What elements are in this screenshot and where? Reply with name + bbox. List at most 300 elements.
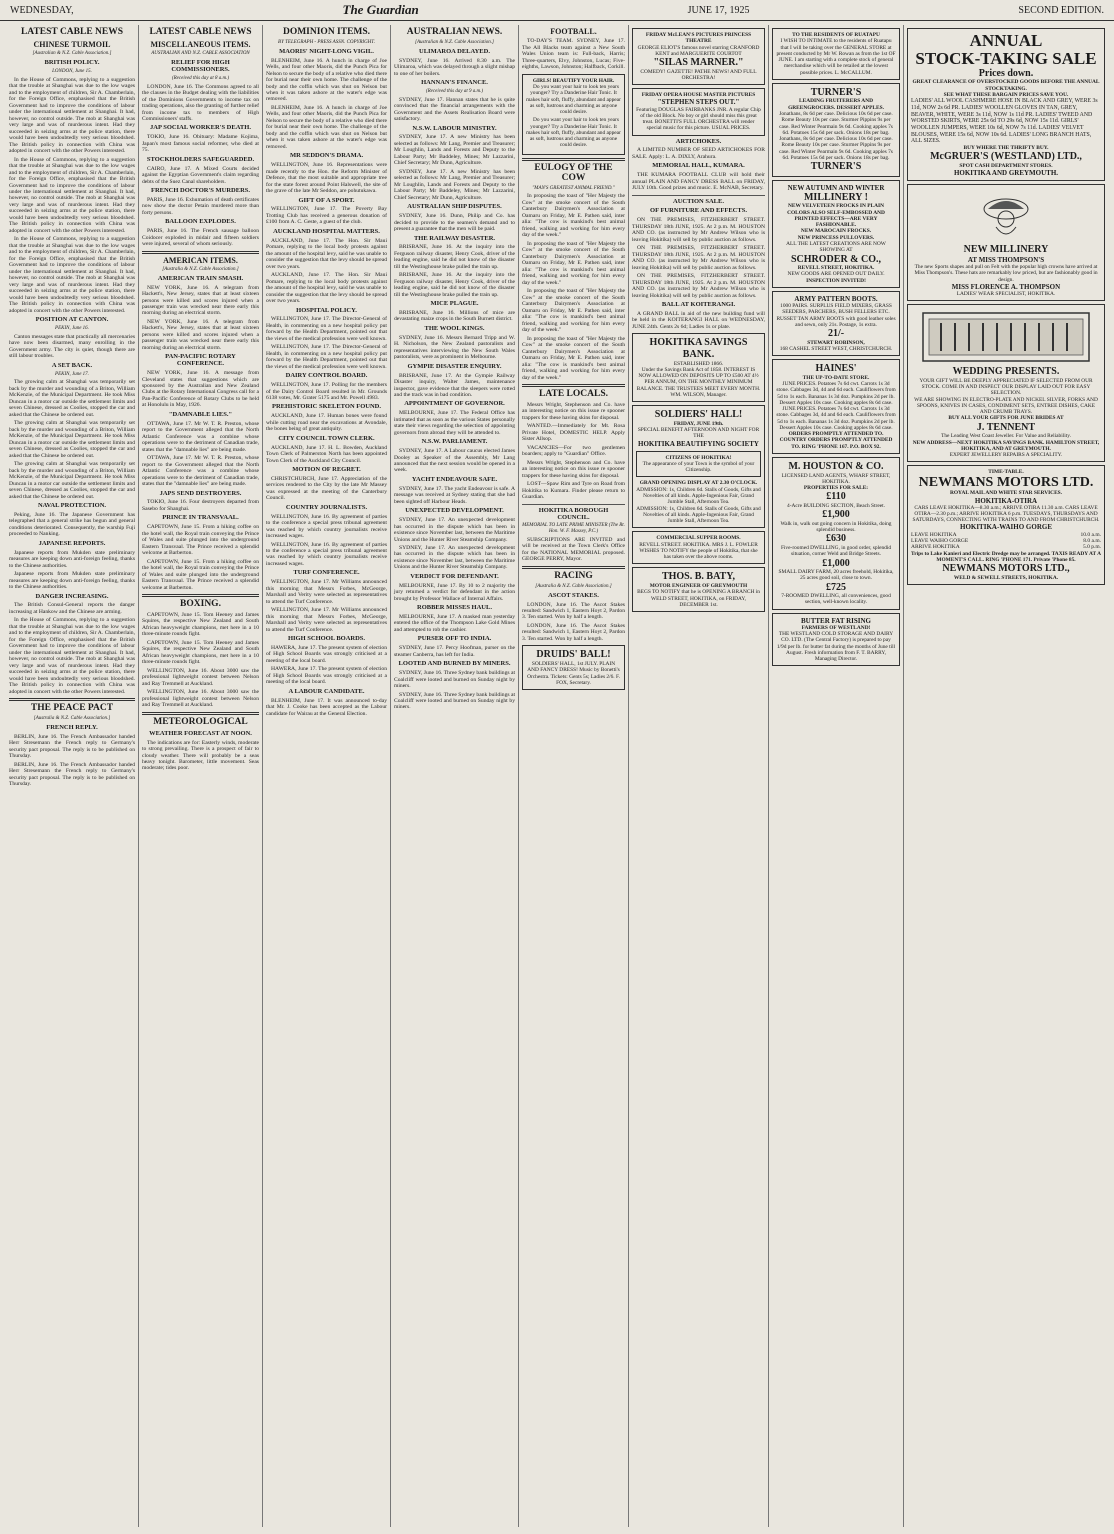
col2-boxing-text2-cont: WELLINGTON, June 16. About 3000 saw the professional lightweight contest between Nelson and Ray Tremmell at Auckland. [142, 689, 259, 709]
column-8 [904, 25, 1108, 1527]
col4-verdict-text: MELBOURNE, June 17. By 10 to 2 majority the jury returned a verdict for defendant in the action brought by Professor Wallace of Internal Affairs. [394, 582, 515, 602]
col3-labour-text: BLENHEIM, June 17. It was announced to-day that Mr. J. Cooke has been accepted as the Labour candidate for Wairau at the General Election. [266, 697, 387, 717]
col7-boots-head: ARMY PATTERN BOOTS. [794, 294, 878, 303]
col4-ship-text: SYDNEY, June 16. Dunn, Philip and Co. has decided to provide to the seamen's demand and to present a guarantee that the men will be paid. [394, 213, 515, 233]
col7-turner-foot: TURNER'S [810, 161, 862, 173]
col1-divider [9, 698, 135, 701]
col6-ball-head: BALL AT KOITERANGI. [661, 301, 736, 309]
col4-hannan-received: (Received this day at 9 a.m.) [425, 88, 484, 94]
col7-price4: £1,000 [822, 557, 850, 569]
col1-story6-text: The British Consul-General reports the danger increasing at Hankow and the Chinese are arming. [9, 602, 135, 615]
col8-wedding-text2: WE ARE SHOWING IN ELECTRO-PLATE AND NICKEL SILVER, FORKS AND SPOONS, KNIVES IN CASES, CONDIMENT SETS, ENTREE DISHES, CAKE AND CRUMB TRAYS. [914, 396, 1098, 416]
col5-divider-1 [522, 158, 625, 161]
col7-price3: £630 [826, 533, 846, 545]
col5-divider-3 [522, 504, 625, 505]
col8-gorge-row3-label: ARRIVE HOKITIKA [911, 544, 960, 551]
col8-stocktaking-ad [907, 28, 1105, 181]
col3-turf-head: TURF CONFERENCE. [293, 569, 360, 577]
col5-council-head: HOKITIKA BOROUGH COUNCIL. [538, 506, 609, 521]
col1-story5-text: Japanese reports from Mukden state preliminary measures are keeping down anti-foreign feeling, thanks to the Chinese authorities. [9, 549, 135, 569]
col1-story3-text: The growing calm at Shanghai was temporarily set back by the murder and wounding of a Briton, William McKenzie, of the Municipal Department. He took Miss Duncan in a motor car outside the settlement limits and seven Chinese, dressed as Coolies, stopped the car and asked that the Chinese be ordered out. [9, 379, 135, 418]
col7-haines-head: HAINES' [815, 363, 857, 375]
col5-racing-sub: ASCOT STAKES. [548, 591, 599, 599]
col2-destroyers-head: JAPS SEND DESTROYERS. [159, 489, 242, 497]
col6-pictures-sub: GEORGE ELIOT'S famous novel starring CRANFORD KENT and MARGUERITE COURTOT [637, 44, 760, 57]
col4-plague-head: MICE PLAGUE. [430, 300, 479, 308]
col1-heading: LATEST CABLE NEWS [20, 27, 124, 37]
col3-country-head: COUNTRY JOURNALISTS. [285, 503, 368, 511]
col7-price2: £1,900 [822, 509, 850, 521]
col3-hospital-text: AUCKLAND, June 17. The Hon. Sir Maui Pomare, replying to the local body protests against the amount of the hospital levy, said he was unable to consider the suggestion that the levy should be spread over two years. [266, 237, 387, 270]
col5-locals-text: Messrs Wright, Stephenson and Co. have an interesting notice on this issue re spooner trappers for these having skins for disposal. [522, 402, 625, 421]
col4-ulimaroa-text: SYDNEY, June 16. Arrived 8.30 a.m. The Ulimaroa, which was delayed through a slight mishap to one of her boilers. [394, 57, 515, 77]
col7-houston-head: M. HOUSTON & CO. [788, 461, 884, 472]
col5-divider-2 [522, 384, 625, 387]
col8-tennent-foot: EXPERT JEWELLERY REPAIRS A SPECIALITY. [949, 452, 1063, 459]
col7-buatapu-head: TO THE RESIDENTS OF RUATAPU [792, 32, 880, 38]
col5-druids-text: SOLDIERS' HALL, 1st JULY. PLAIN AND FANCY DRESS! Music by Bonetti's Orchestra. Tickets: Gents 5s; Ladies 2/6. F. FOX, Secretary. [527, 661, 620, 686]
col3-spirit-text: WELLINGTON, June 17. The Poverty Bay Trotting Club has received a generous donation of £100 from A. C. Geste, a guest of the club. [266, 206, 387, 226]
col5-racing-text-cont: LONDON, June 16. The Ascot Stakes resulted: Sandwich 1, Eastern Hoyt 2, Pardon 3. Ten started. Won by half a length. [522, 622, 625, 642]
col2-relief-head: RELIEF FOR HIGH COMMISSIONERS. [171, 59, 230, 73]
col2-jap-text: TOKIO, June 16. Obituary: Madame Kojima, Japan's most famous social reformer, who died at 75. [142, 134, 259, 154]
col6-bank-text: Under the Savings Bank Act of 1858. INTEREST IS NOW ALLOWED ON DEPOSITS UP TO £500 AT 4½ PER ANNUM, ON THE MONTHLY MINIMUM BALANCE. THE TRUSTEES MEET EVERY MONTH. WM. WILSON, Manager. [636, 366, 761, 398]
masthead-day: WEDNESDAY, [10, 4, 74, 16]
col5-divider-4 [522, 566, 625, 569]
col2-boxing-text2: WELLINGTON, June 16. About 3000 saw the professional lightweight contest between Nelson and Ray Tremmell at Auckland. [142, 667, 259, 687]
col3-assoc: BY TELEGRAPH - PRESS ASSN. COPYRIGHT. [278, 39, 375, 45]
col3-turf-text-cont: WELLINGTON, June 17. Mr Williams announced this morning that Messrs Forbes, McGeorge, Marshall and Verity were selected as representatives to attend the Turf Conference. [266, 607, 387, 633]
col1-pact-sub: FRENCH REPLY. [46, 723, 98, 731]
col6-supper-text: REVELL STREET. HOKITIKA. MRS J. L. FOWLER WISHES TO NOTIFY the people of Hokitika, that she has taken over the above rooms. [639, 541, 758, 561]
col6-artichokes-head: ARTICHOKES. [675, 137, 722, 145]
col2-met-head: METEOROLOGICAL [153, 716, 248, 727]
col3-maoris-text-cont: BLENHEIM, June 16. A hunch in charge of Joe Wells, and four other Maoris, did the Punch Pica for Nelson to secure the body of a relative who died there for burial near their own home. The challenge of the body and the coffin which was shut on Nelson but when it was taken ashore at the water's edge was removed. [266, 104, 387, 150]
col3-city-text: AUCKLAND, June 17. H. L. Bowden, Auckland Town Clerk of Palmerston North has been appointed Town Clerk of the Auckland City Council. [266, 444, 387, 464]
col4-gympie-head: GYMPIE DISASTER ENQUIRY. [407, 362, 502, 370]
column-2 [139, 25, 263, 1527]
col2-relief-text: LONDON, June 16. The Commons agreed to all the clauses in the Budget dealing with the liabilities of the Dominions Governments to income tax on trading operations, also the granting of further relief from income tax to members of High Commissioners' staffs. [142, 83, 259, 122]
col1-story3-text-cont2: The growing calm at Shanghai was temporarily set back by the murder and wounding of a Briton, William McKenzie, of the Municipal Department. He took Miss Duncan in a motor car outside the settlement limits and seven Chinese, dressed as Coolies, stopped the car and asked that the Chinese be ordered out. [9, 461, 135, 500]
col1-story1-text: In the House of Commons, replying to a suggestion that the trouble at Shanghai was due to the low wages and to the employment of children, Sir A. Chamberlain, for the Foreign Office, emphasised that the British Government had to improve the conditions of labour under the international settlement at Shanghai. It had, however, no control outside. The mob at Shanghai was very large and was of murderous intent. Had they succeeded in seizing arms at the police station, there would have been undoubtedly very serious bloodshed. The British policy in connection with China was adopted in concert with the other Powers interested. [9, 76, 135, 155]
col2-train-text: NEW YORK, June 16. A telegram from Hackett's, New Jersey, states that at least sixteen persons were killed and scores injured when a passenger train was wrecked near there early this morning during an electrical storm. [142, 284, 259, 317]
col4-parl-text: SYDNEY, June 17. A Labour caucus elected James Dooley as Speaker of the Assembly, Mr Lang announced that the next session would be opened in a week. [394, 448, 515, 474]
col3-policy-text: WELLINGTON, June 17. The Director-General of Health, in commenting on a new hospital policy put forward by the Health Department, pointed out that the views of the medical profession were well known. [266, 316, 387, 342]
col5-eulogy-sub: "MAN'S GREATEST ANIMAL FRIEND." [532, 185, 615, 191]
col2-divider-3 [142, 712, 259, 715]
col5-council-sub: MEMORIAL TO LATE PRIME MINISTER (The Rt. Hon. W. F. Massey, P.C.) [522, 523, 625, 535]
col7-butter-text: THE WESTLAND COLD STORAGE AND DAIRY CO. LTD. (The Central Factory) is prepared to pay 1/9d per lb. for butter fat during the months of June till August. Fresh information from F. T. BARRY, Managing Director. [776, 631, 896, 663]
column-7 [769, 25, 904, 1527]
col4-develop-head: UNEXPECTED DEVELOPMENT. [405, 507, 504, 515]
col3-policy-head: HOSPITAL POLICY. [296, 306, 357, 314]
col2-french-head: FRENCH DOCTOR'S MURDERS. [150, 187, 250, 195]
col3-boards-text-cont: HAWERA, June 17. The present system of election of High School Boards was strongly criticised at a meeting of the local board. [266, 666, 387, 686]
col1-pact-head: THE PEACE PACT [30, 703, 114, 714]
col6-baty-sub: MOTOR ENGINEER OF GREYMOUTH [649, 582, 748, 589]
col7-inspection: INSPECTION INVITED! [806, 277, 866, 284]
col3-hospital-text-cont: AUCKLAND, June 17. The Hon. Sir Maui Pomare, replying to the local body protests against the amount of the hospital levy, said he was unable to consider the suggestion that the levy should be spread over two years. [266, 272, 387, 305]
col3-skeleton-text: AUCKLAND, June 17. Human bones were found while cutting road near the excavations at Avondale, the bones being of great antiquity. [266, 413, 387, 433]
col2-pan-text: NEW YORK, June 16. A message from Cleveland states that suggestions which are sponsored by the Australian and New Zealand Clubs at the Rotary International Congress call for a Pan-Pacific Conference of Rotary Clubs to be held at Honolulu in May, 1926. [142, 370, 259, 409]
col4-heading: AUSTRALIAN NEWS. [406, 27, 503, 37]
col6-citizens: CITIZENS OF HOKITIKA! [665, 454, 732, 461]
col6-silas: "SILAS MARNER." [653, 57, 744, 69]
col5-druids-head: DRUIDS' BALL! [536, 649, 611, 661]
col8-wedding-ad [907, 304, 1105, 462]
col1-subheading: CHINESE TURMOIL [33, 39, 111, 49]
col7-butter-ad [772, 613, 900, 667]
col7-butter-sub: FARMERS OF WESTLAND! [801, 624, 871, 631]
col5-eulogy-text-cont2: In proposing the toast of "Her Majesty the Cow" at the smoke concert of the South Canterbury Dairymen's Association at Oamaru on Friday, Mr E. Pathen said, inter alia: "The cow is mankind's best animal friend, walking and working for him every day of the week." [522, 288, 625, 334]
col7-turner-head: TURNER'S [810, 86, 862, 98]
col3-country-text: WELLINGTON, June 16. By agreement of parties to the conference a special press tribunal agreement was reached by which country journalists receive increased wages. [266, 513, 387, 540]
cutlery-set-icon [921, 311, 1091, 363]
col6-soldiers-date: FRIDAY, JUNE 19th. [673, 420, 724, 427]
col2-met-sub: WEATHER FORECAST AT NOON. [149, 729, 252, 737]
col3-motion-head: MOTION OF REGRET. [292, 466, 361, 473]
col4-yacht-text: SYDNEY, June 17. The yacht Endeavour is safe. A message was received at Sydney stating that she had been sighted off Harbour Heads. [394, 485, 515, 505]
col7-boots-price: 21/- [827, 328, 845, 340]
col6-beautify-head: HOKITIKA BEAUTIFYING SOCIETY [638, 439, 759, 448]
col4-parl-head: N.S.W. PARLIAMENT. [421, 438, 488, 446]
col3-spirit-head: GIFT OF A SPORT. [298, 196, 355, 204]
col2-boxing-text-cont: CAPETOWN, June 15. Tom Heeney and James Squires, the respective New Zealand and South African heavyweight champions, met here in a 10 three-minute rounds fight. [142, 639, 259, 666]
col8-timetable: TIME-TABLE. [988, 469, 1024, 476]
col7-robinson: STEWART ROBINSON, [807, 339, 865, 346]
col3-seddon-head: MR SEDDON'S DRAMA. [289, 152, 364, 160]
col4-robbed-text: MELBOURNE, June 17. A masked man yesterday entered the office of the Thompson Lake Gold Mines and attempted to rob the cashier. [394, 614, 515, 633]
col5-racing-head: RACING [554, 570, 593, 581]
col2-prince-head: PRINCE IN TRANSVAAL. [162, 514, 239, 522]
col5-vacancies-text: VACANCIES—For two gentlemen boarders; apply to "Guardian" Office. [522, 444, 625, 458]
col2-boxing-text: CAPETOWN, June 15. Tom Heeney and James Squires, the respective New Zealand and South African heavyweight champions, met here in a 10 three-minute rounds fight. [142, 611, 259, 638]
col6-auction-head: AUCTION SALE. [673, 197, 724, 205]
col4-plague-text: BRISBANE, June 16. Millions of mice are devastating maize crops in the South Burnett district. [394, 310, 515, 323]
col7-price1: £110 [826, 491, 846, 503]
col2-heading: LATEST CABLE NEWS [149, 27, 252, 37]
col7-prop-head: PROPERTIES FOR SALE: [803, 485, 869, 492]
column-6 [629, 25, 769, 1527]
col8-millinery-text: The new Sports shapes and pull on Felt with the popular high crowns have arrived at Miss Thompson's. These hats are remarkably low priced, but are fashionably good in design. [914, 264, 1098, 283]
col8-foot-addr: WELD & SEWELL STREETS, HOKITIKA. [953, 574, 1059, 581]
col8-list: LADIES' ALL WOOL CASHMERE HOSE IN BLACK AND GREY, WERE 3s 11d, NOW 2s 6d PR. LADIES' WOOLLEN GLOVES IN TAN, GREY, BEAVER, WHITE, WERE 3s 11d, NOW 1s 11d PR. LADIES' TWEED AND WORSTED SKIRTS, WERE 25s 6d TO 29s 6d, NOW 15s 11d. GIRLS' WOOLLEN JUMPERS, WERE 10s 6d, NOW 7s 11d. LADIES' VELVET BLOUSES, WERE 15s 6d, NOW 10s 6d. LADIES' LONG BRANCH HATS, ALL SIZES. [911, 98, 1098, 145]
col4-wool-head: THE WOOL KINGS. [424, 324, 485, 332]
col8-tennent-addr: NEW ADDRESS—NEXT HOKITIKA SAVINGS BANK. HAMILTON STREET, HOKITIKA, AND AT GREYMOUTH. [912, 439, 1100, 452]
col7-price5-text: 7-ROOMED DWELLING, all conveniences, good section, well-known locality. [781, 593, 891, 606]
col7-price2-text: Walk in, walk out going concern in Hokitika, doing splendid business. [780, 520, 892, 534]
col7-turner-text: Jonathans, 8s 6d per case. Delicious 10s 6d per case. Rome Beauty 10s per case. Sturmer Pippins 9s per case. Red Winter Pearmain 9s 6d. Cooking apples 7s 6d. Potatoes 15s 6d per sack. Onions 18s per bag. [779, 110, 893, 136]
col2-assoc: AUSTRALIAN AND N.Z. CABLE ASSOCIATION [151, 51, 250, 57]
col6-citizens-box [636, 451, 761, 478]
col6-opera-top: FRIDAY OPERA HOUSE MASTER PICTURES [641, 92, 756, 99]
col6-pictures-top: FRIDAY McLEAN'S PICTURES PRINCESS THEATRE [645, 32, 752, 45]
col8-timetable-ad [907, 465, 1105, 585]
col7-schroder-addr: REVELL STREET, HOKITIKA. [797, 265, 875, 272]
col6-baty-text: BEGS TO NOTIFY that he is OPENING A BRANCH in WELD STREET, HOKITIKA, on FRIDAY, DECEMBER 1st. [637, 589, 760, 608]
col5-racing-text: LONDON, June 16. The Ascot Stakes resulted: Sandwich 1, Eastern Hoyt 2, Pardon 3. Ten started. Won by half a length. [522, 601, 625, 621]
col6-bank-ad [632, 333, 765, 402]
col6-steps-text: Featuring DOUGLAS FAIRBANKS JNR. A regular Chip of the old Block. No boy or girl should miss this great treat. BONETTI'S FULL ORCHESTRA will render special music for this picture. USUAL PRICES. [636, 106, 761, 132]
col7-robinson-addr: 168 CASHEL STREET WEST, CHRISTCHURCH. [779, 345, 893, 352]
col7-haines-foot: ORDERS PROMPTLY ATTENDED TO. COUNTRY ORDERS PROMPTLY ATTENDED TO. RING 'PHONE 167. P.O. BOX 92. [779, 431, 893, 450]
col5-football-text: TO-DAY'S TEAM. SYDNEY, June 17. The All Blacks team against a New South Wales Union team is: Full-back, Harris; Three-quarters, Elvy, Johnston, Lucas; Five-eighths, Lawson, Johnston; Halfback, Corkill. [522, 38, 625, 71]
col5-football-head: FOOTBALL. [550, 27, 597, 36]
col3-motion-text: CHRISTCHURCH, June 17. Appreciation of the services rendered to the City by the late Mr Massey was expressed at the meeting of the Canterbury Council. [266, 475, 387, 502]
col4-verdict-head: VERDICT FOR DEFENDANT. [410, 572, 499, 580]
col6-grand-open: GRAND OPENING DISPLAY AT 2.30 O'CLOCK. [639, 480, 758, 487]
col6-grand-text: ADMISSION: 1s, Children 6d. Stalls of Goods, Gifts and Novelties of all kinds. Apple-Ingenious Fair, Grand Jumble Stall, Afternoon Tea. [636, 486, 761, 506]
col7-turner-text-cont: Jonathans, 8s 6d per case. Delicious 10s 6d per case. Rome Beauty 10s per case. Sturmer Pippins 9s per case. Red Winter Pearmain 9s 6d. Cooking apples 7s 6d. Potatoes 15s 6d per sack. Onions 18s per bag. [779, 136, 893, 161]
col5-hair-ad [522, 74, 625, 155]
col7-schroder-goods: NEW GOODS ARE OPENED OUT DAILY. [787, 271, 885, 278]
col2-french-text: PARIS, June 16. Exhumation of death certificates now show the doctor Petain murdered more than forty persons. [142, 196, 259, 216]
col2-american-head: AMERICAN ITEMS. [163, 255, 238, 265]
col4-assoc: [Australian & N.Z. Cable Association.] [415, 39, 494, 45]
col6-divider-1 [632, 195, 765, 196]
col1-story2-dateline: PEKIN, June 16. [55, 326, 89, 332]
col8-millinery-sub: AT MISS THOMPSON'S [967, 255, 1045, 264]
col7-turner-ad [772, 83, 900, 177]
col8-gorge-row2-label: LEAVE WAIHO GORGE [911, 537, 969, 544]
col4-yacht-head: YACHT ENDEAVOUR SAFE. [411, 475, 498, 483]
masthead-edition: SECOND EDITION. [1018, 4, 1104, 16]
col2-prince-text-cont: CAPETOWN, June 15. From a hiking coffee on the hotel wall, the Royal train conveying the Prince of Wales and suite plunged into the underground Eastern Transvaal. The Prince received a splendid welcome at Barberton. [142, 558, 259, 591]
col8-newmans-sub: ROYAL MAIL AND WHITE STAR SERVICES. [949, 490, 1063, 497]
col4-governor-head: APPOINTMENT OF GOVERNOR. [404, 400, 505, 408]
col8-annual: ANNUAL [969, 31, 1043, 50]
col3-boards-text: HAWERA, June 17. The present system of election of High School Boards was strongly criticised at a meeting of the local board. [266, 644, 387, 664]
col6-supper-head: COMMERCIAL SUPPER ROOMS. [656, 535, 741, 542]
col2-balloon-text: PARIS, June 16. The French sausage balloon Coidocer exploded in midair and fifteen soldiers were injured, several of whom seriously. [142, 228, 259, 248]
col2-jap-head: JAP SOCIAL WORKER'S DEATH. [150, 124, 251, 132]
col6-steps: "STEPHEN STEPS OUT." [657, 98, 740, 107]
col1-story1-head: BRITISH POLICY. [44, 59, 100, 67]
col5-wanted-text: WANTED.—Immediately for Mt. Rosa Private Hotel, DOMESTIC HELP. Apply Sister Allsop. [522, 423, 625, 443]
col7-schroder-text: ALL THE LATEST CREATIONS ARE NOW SHOWING AT [786, 241, 886, 254]
col3-labour-head: A LABOUR CANDIDATE. [288, 687, 365, 695]
col7-price1-text: 4-Acre BUILDING SECTION, Beach Street. [787, 502, 885, 509]
col3-policy-text-cont: WELLINGTON, June 17. The Director-General of Health, in commenting on a new hospital policy put forward by the Health Department, pointed out that the views of the medical profession were well known. [266, 344, 387, 370]
column-5 [519, 25, 629, 1527]
col7-turner-sub: LEADING FRUITERERS AND GREENGROCERS. DESSERT APPLES. [788, 98, 884, 111]
col4-purse-text: SYDNEY, June 17. Percy Hoofman, purser on the steamer Canberra, has left for India. [394, 645, 515, 658]
col5-council-text: SUBSCRIPTIONS ARE INVITED and will be received at the Town Clerk's Office for the NATIONAL MEMORIAL proposed. GEORGE PERRY, Mayor. [522, 537, 625, 563]
col4-hannan-text: SYDNEY, June 17. Hannan states that he is quite convinced that the financial arrangements with the Government and the Assets Realisation Board were satisfactory. [394, 96, 515, 123]
col5-eulogy-head: EULOGY OF THE COW [534, 162, 613, 183]
col4-ship-head: AUSTRALIAN SHIP DISPUTES. [407, 203, 502, 211]
col8-stock: STOCK-TAKING SALE [915, 48, 1097, 68]
col6-artichokes-text: A LIMITED NUMBER OF SEED ARTICHOKES FOR SALE. Apply: L. A. DIXLY, Arahura. [632, 147, 765, 160]
col3-city-head: CITY COUNCIL TOWN CLERK. [278, 434, 375, 442]
col8-see: SEE WHAT THESE BARGAIN PRICES SAVE YOU. [943, 91, 1069, 98]
col7-buatapu-ad [772, 28, 900, 80]
col8-millinery-head: NEW MILLINERY [963, 244, 1049, 256]
masthead [0, 0, 1114, 21]
col8-mcgruer: McGRUER'S (WESTLAND) LTD., [930, 151, 1082, 163]
col2-train-text-cont: NEW YORK, June 16. A telegram from Hackett's, New Jersey, states that at least sixteen persons were killed and scores injured when a passenger train was wrecked near there early this morning during an electrical storm. [142, 318, 259, 351]
masthead-paper-name: The Guardian [342, 2, 419, 17]
col2-stock-head: STOCKHOLDERS SAFEGUARDED. [146, 155, 255, 163]
col4-ministry-head: N.S.W. LABOUR MINISTRY. [412, 124, 497, 132]
col8-gorge-row2-time: 8.0 a.m. [1083, 537, 1101, 544]
col7-houston-sub: LICENSED LAND AGENTS, WHARF STREET, HOKITIKA. [781, 472, 891, 485]
hat-lady-icon [976, 191, 1036, 241]
col7-price3-text: Five-roomed DWELLING, in good order, splendid situation, corner Weld and Bridge Streets. [780, 544, 892, 558]
col7-houston-ad [772, 457, 900, 610]
col2-met-text: The indications are for: Easterly winds, moderate to strong prevailing. There is a prospect of fair to cloudy weather. There will probably be a seas heavy tonight. Barometer, little movement. Seas moderate; tides poor. [142, 739, 259, 772]
col4-rail-text: BRISBANE, June 16. At the inquiry into the Ferguson railway disaster, Henry Cook, driver of the leading engine, said he did not know of the disaster till the Westinghouse brake pulled the train up. [394, 244, 515, 270]
col7-haines-ad [772, 359, 900, 454]
col1-story2-head: POSITION AT CANTON. [35, 316, 109, 324]
col1-story3-dateline: PEKIN, June 17. [55, 371, 89, 377]
col8-mcgruer-town: HOKITIKA AND GREYMOUTH. [953, 169, 1059, 178]
col5-locals-text-cont: Messrs Wright, Stephenson and Co. have an interesting notice on this issue re spooner trappers for these having skins for disposal. [522, 459, 625, 479]
col6-baty-head: THOS. B. BATY, [661, 571, 736, 583]
col3-turf-text: WELLINGTON, June 17. Mr Williams announced this morning that Messrs Forbes, McGeorge, Marshall and Verity were selected as representatives to attend the Turf Conference. [266, 579, 387, 605]
col8-thrifty: BUY WHERE THE THRIFTY BUY. [963, 145, 1049, 152]
col3-skeleton-head: PREHISTORIC SKELETON FOUND. [271, 403, 382, 411]
col8-otira-text: CARS LEAVE HOKITIKA—8.30 a.m.; ARRIVE OTIRA 11.30 a.m. CARS LEAVE OTIRA—2.30 p.m.; ARRIVE HOKITIKA 6 p.m. TUESDAYS, THURSDAYS AND SATURDAYS, CONNECTING WITH TRAINS TO AND FROM CHRISTCHURCH. [912, 504, 1100, 524]
col2-destroyers-text: TOKIO, June 16. Four destroyers departed from Sasebo for Shanghai. [142, 499, 259, 512]
col7-price4-text: SMALL DAIRY FARM, 20 acres freehold, Hokitika, 25 acres good soil, close to town. [778, 569, 894, 582]
col1-story1-dateline: LONDON, June 15. [52, 68, 92, 74]
col2-divider-2 [142, 594, 259, 597]
col6-opera-ad [632, 88, 765, 135]
col4-ministry-text-cont: SYDNEY, June 17. A new Ministry has been selected as follows: Mr Lang, Premier and Treasurer; Mr Loughlin, Lands and Forests and Deputy to the Labour Party; Mr Baddeley, Mines; Mr Lazzarini, Chief Secretary; Mr Dunn, Agriculture. [394, 168, 515, 201]
col7-boots-text: 1000 PAIRS. SURPLUS FIELD MIXERS, GRASS SEEDERS, PARCHERS, BUSH FELLERS ETC. RUSSET TAN ARMY BOOTS with good leather soles and sewn, only 21s. Postage, 1s extra. [776, 303, 896, 328]
col3-dairy-head: DAIRY CONTROL BOARD. [285, 372, 368, 380]
col2-damnable-head: "DAMNABLE LIES." [168, 410, 233, 418]
col7-butter-head: BUTTER FAT RISING [800, 616, 872, 625]
col7-schroder-head: SCHRODER & CO., [790, 253, 881, 265]
col6-baty-ad [632, 567, 765, 612]
col5-eulogy-text-cont3: In proposing the toast of "Her Majesty the Cow" at the smoke concert of the South Canterbury Dairymen's Association at Oamaru on Friday, Mr E. Pathen said, inter alia: "The cow is mankind's best animal friend, walking and working for him every day of the week." [522, 335, 625, 381]
col2-boxing-head: BOXING. [180, 599, 221, 610]
col3-maoris-head: MAORIS' NIGHT-LONG VIGIL. [279, 47, 374, 55]
col4-purse-head: PURSER OFF TO INDIA. [417, 635, 492, 643]
col1-story2-text: Canton messages state that practically all mercenaries have now been disarmed, many enrolling in the Government army. The city is quiet, though there are still labour troubles. [9, 333, 135, 360]
columns [0, 21, 1114, 1527]
col8-millinery-ad [907, 184, 1105, 301]
col8-gorge-row3-time: 5.0 p.m. [1082, 544, 1101, 551]
col7-buatapu-text: I WISH TO INTIMATE to the residents of Ruatapu that I will be taking over the GENERAL STORE at present conducted by Mr W. Rowan as from the 1st OF JUNE. I am starting with a complete stock of general merchandise which will be retailed at the lowest possible prices. L. McCALLUM. [776, 38, 896, 76]
col5-eulogy-text: In proposing the toast of "Her Majesty the Cow" at the smoke concert of the South Canterbury Dairymen's Association at Oamaru on Friday, Mr E. Pathen said, inter alia: "The cow is mankind's best animal friend, walking and working for him every day of the week." [522, 193, 625, 239]
col3-maoris-text: BLENHEIM, June 16. A hunch in charge of Joe Wells, and four other Maoris, did the Punch Pica for Nelson to secure the body of a relative who died there for burial near their own home. The challenge of the body and the coffin which was shut on Nelson but when it was taken ashore at the water's edge was removed. [266, 57, 387, 103]
col1-pact-text-cont: BERLIN, June 16. The French Ambassador handed Herr Stresemann the French reply to Germany's security pact proposal. The reply is to be published on Thursday. [9, 761, 135, 788]
col8-newmans: NEWMANS MOTORS LTD. [918, 474, 1094, 490]
col6-kumara-text: THE KUMARA FOOTBALL CLUB will hold their annual PLAIN AND FANCY DRESS BALL on FRIDAY, JULY 10th. Good prizes and music. E. McNAB, Secretary. [632, 172, 765, 192]
col8-tennent: J. TENNENT [976, 421, 1036, 433]
col7-autumn-text: NEW VELVETEEN FROCKS IN PLAIN COLORS ALSO SELF-EMBOSSED AND PRINTED EFFECTS—ARE VERY FASHIONABLE. [787, 203, 885, 229]
col6-soldiers-text: SPECIAL BENEFIT AFTERNOON AND NIGHT FOR THE [637, 427, 760, 440]
col7-haines-sub: THE UP-TO-DATE STORE. [802, 374, 870, 381]
col1-story5-text-cont: Japanese reports from Mukden state preliminary measures are keeping down anti-foreign feeling, thanks to the Chinese authorities. [9, 571, 135, 591]
col8-gorge-row1-time: 10.0 a.m. [1080, 531, 1101, 538]
col1-story3-head: A SET BACK. [51, 361, 93, 369]
col1-story3-text-cont: The growing calm at Shanghai was temporarily set back by the murder and wounding of a Briton, William McKenzie, of the Municipal Department. He took Miss Duncan in a motor car outside the settlement limits and seven Chinese, dressed as Coolies, stopped the car and asked that the Chinese be ordered out. [9, 420, 135, 459]
col4-hannan-head: HANNAN'S FINANCE. [421, 79, 488, 87]
col7-boots-ad [772, 291, 900, 356]
col8-gorge-head: HOKITIKA-WAIHO GORGE [960, 523, 1052, 532]
col2-pan-head: PAN-PACIFIC ROTARY CONFERENCE. [165, 353, 236, 368]
col2-damnable-text-cont: OTTAWA, June 17. Mr W. T. R. Preston, whose report to the Government alleged that the North Atlantic Conference was a combine whose operations were to the detriment of Canadian trade, states that the "damnable lies" are being made. [142, 455, 259, 488]
col3-hospital-head: AUCKLAND HOSPITAL MATTERS. [273, 227, 380, 235]
col8-tennent-sub: The Leading West Coast Jeweller. For Value and Reliability. [941, 433, 1071, 440]
col5-racing-assoc: [Australia & N.Z. Cable Association.] [535, 583, 612, 589]
col4-develop-text-cont: SYDNEY, June 17. An unexpected development has occurred in the dispute which has been in existence since November last, between the Maritime Unions and the Hunter River Steamship Company. [394, 544, 515, 571]
column-1 [6, 25, 139, 1527]
col1-story5-head: JAPANESE REPORTS. [38, 539, 106, 547]
col2-american-assoc: [Australia & N.Z. Cable Association.] [162, 266, 239, 272]
col1-story6-text-cont: In the House of Commons, replying to a suggestion that the trouble at Shanghai was due to the low wages and to the employment of children, Sir A. Chamberlain, for the Foreign Office, emphasised that the British Government had to improve the conditions of labour under the international settlement at Shanghai. It had, however, no control outside. The mob at Shanghai was very large and was of murderous intent. Had they succeeded in seizing arms at the police station, there would have been undoubtedly very serious bloodshed. The British policy in connection with China was adopted in concert with the other Powers interested. [9, 617, 135, 695]
col2-subheading: MISCELLANEOUS ITEMS. [150, 39, 251, 49]
col2-train-head: AMERICAN TRAIN SMASH. [157, 274, 244, 282]
col8-thompson: MISS FLORENCE A. THOMPSON [951, 282, 1061, 291]
col4-robbed-head: ROBBER MISSES HAUL. [417, 604, 492, 612]
col8-wedding-head: WEDDING PRESENTS. [952, 366, 1060, 378]
col7-price5: £725 [826, 581, 846, 593]
col8-clearance: GREAT CLEARANCE OF OVERSTOCKED GOODS BEFORE THE ANNUAL STOCKTAKING. [912, 79, 1100, 92]
col7-autumn-ad [772, 180, 900, 288]
col6-citizens-text: The appearance of your Town is the symbol of your Citizenship. [642, 460, 755, 474]
col4-ulimaroa-head: ULIMAROA DELAYED. [419, 47, 490, 55]
col6-auction-text: ON THE PREMISES, FITZHERBERT STREET. THURSDAY 18th JUNE, 1925. At 2 p.m. M. HOUSTON AND CO. (as instructed by Mr Andrew Wilson who is leaving Hokitika) will sell by public auction as follows. [632, 217, 765, 243]
col8-gorge-row1-label: LEAVE HOKITIKA [911, 531, 957, 538]
col2-divider-1 [142, 251, 259, 254]
col8-otira-head: HOKITIKA-OTIRA [974, 496, 1038, 505]
col4-looted-text: SYDNEY, June 16. Three Sydney bank buildings at Coalcliff were looted and burned on Sunday night by miners. [394, 670, 515, 690]
col2-balloon-head: BALLOON EXPLODES. [165, 218, 236, 226]
masthead-date: JUNE 17, 1925 [687, 4, 750, 16]
col3-dairy-text: WELLINGTON, June 17. Polling for the members of the Dairy Control Board resulted in Mr. Grounds 6138 votes, Mr. Grater 5175 and Mr. Powell 4983. [266, 382, 387, 401]
col1-story1-text-cont: In the House of Commons, replying to a suggestion that the trouble at Shanghai was due to the low wages and to the employment of children, Sir A. Chamberlain, for the Foreign Office, emphasised that the British Government had to improve the conditions of labour under the international settlement at Shanghai. It had, however, no control outside. The mob at Shanghai was very large and was of murderous intent. Had they succeeded in seizing arms at the police station, there would have been undoubtedly very serious bloodshed. The British policy in connection with China was adopted in concert with the other Powers interested. [9, 156, 135, 234]
col4-rail-head: THE RAILWAY DISASTER. [413, 234, 496, 242]
column-3 [263, 25, 391, 1527]
col4-rail-text-cont: BRISBANE, June 16. At the inquiry into the Ferguson railway disaster, Henry Cook, driver of the leading engine, said he did not know of the disaster till the Westinghouse brake pulled the train up. [394, 272, 515, 298]
col7-autumn-head: NEW AUTUMN AND WINTER [787, 183, 885, 192]
col1-pact-assoc: [Australia & N.Z. Cable Association.] [33, 716, 111, 722]
col3-boards-head: HIGH SCHOOL BOARDS. [287, 635, 366, 643]
col4-looted-text-cont: SYDNEY, June 16. Three Sydney bank buildings at Coalcliff were looted and burned on Sunday night by miners. [394, 691, 515, 711]
col7-autumn-sub: MILLINERY ! [803, 191, 868, 203]
col8-foot: NEWMANS MOTORS LTD., [942, 563, 1070, 575]
col4-looted-head: LOOTED AND BURNED BY MINERS. [398, 660, 511, 668]
col1-story4-text: Peking, June 16. The Japanese Government has telegraphed that a general strike has begun and general conditions deteriorated. Consequently, the warship Fuji proceeded to Nanking. [9, 511, 135, 538]
col8-thompson-sub: LADIES' WEAR SPECIALIST, HOKITIKA. [956, 290, 1056, 297]
col6-bank-est: ESTABLISHED 1866. [673, 360, 724, 367]
col6-auction-sub: OF FURNITURE AND EFFECTS. [650, 207, 747, 215]
col4-governor-text: MELBOURNE, June 17. The Federal Office has intimated that as soon as the various States personally state their views regarding the selection of appointing governors from abroad they will be attended to. [394, 410, 515, 436]
col4-ministry-text: SYDNEY, June 17. A new Ministry has been selected as follows: Mr Lang, Premier and Treasurer; Mr Loughlin, Lands and Forests and Deputy to the Labour Party; Mr Baddeley, Mines; Mr Lazzarini, Chief Secretary; Mr Dunn, Agriculture. [394, 134, 515, 167]
col6-pictures-ad [632, 28, 765, 85]
col1-pact-text: BERLIN, June 16. The French Ambassador handed Herr Stresemann the French reply to Germany's security pact proposal. The reply is to be published on Thursday. [9, 733, 135, 760]
col5-druids-ad [522, 645, 625, 690]
column-4 [391, 25, 519, 1527]
col1-story6-head: DANGER INCREASING. [35, 592, 109, 600]
col5-hair-text-cont: Do you want your hair to look ten years younger? Try a Danderine Hair Tonic. It makes hair soft, fluffy, abundant and appear as soft, lustrous and charming as anyone could desire. [526, 117, 621, 149]
col6-ball-text: A GRAND BALL in aid of the new building fund will be held in the KOITERANGI HALL on WEDNESDAY, JUNE 24th. Gents 2s 6d; Ladies 1s or plate. [632, 310, 765, 330]
col7-pullovers: NEW PRINCESS PULLOVERS. [797, 234, 875, 241]
col8-trips: Trips to Lake Kanieri and Electric Dredge may be arranged. TAXIS READY AT A MOMENT'S CALL. RING 'PHONE 171. Private 'Phone 85. [911, 550, 1101, 563]
col6-soldiers-ad [632, 405, 765, 528]
col6-pictures-foot: COMEDY! GAZETTE! PATHE NEWS! AND FULL ORCHESTRA! [640, 68, 757, 81]
col5-hair-head: GIRLS! BEAUTIFY YOUR HAIR. [532, 77, 615, 84]
col7-haines-text-cont: JUNE PRICES. Potatoes 7s 6d cwt. Carrots 1s 3d stone. Cabbages 3d, 4d and 6d each. Cauliflowers from 5d to 1s each. Bananas 1s 3d doz. Pumpkins 2d per lb. Dessert Apples 10s case. Cooking apples 8s 6d case. [776, 406, 896, 431]
col3-seddon-text: WELLINGTON, June 16. Representations were made recently to the Hon. the Reform Minister of Defence, that the most suitable and appropriate tree for the state forest around Point Halswell, the site of the grave of the late Mr Seddon, are pohutukawa. [266, 162, 387, 195]
col6-grand-text-cont: ADMISSION: 1s, Children 6d. Stalls of Goods, Gifts and Novelties of all kinds. Apple-Ingenious Fair, Grand Jumble Stall, Afternoon Tea. [636, 505, 761, 525]
col8-wedding-foot: BUY ALL YOUR GIFTS FOR JUNE BRIDES AT [948, 415, 1064, 422]
